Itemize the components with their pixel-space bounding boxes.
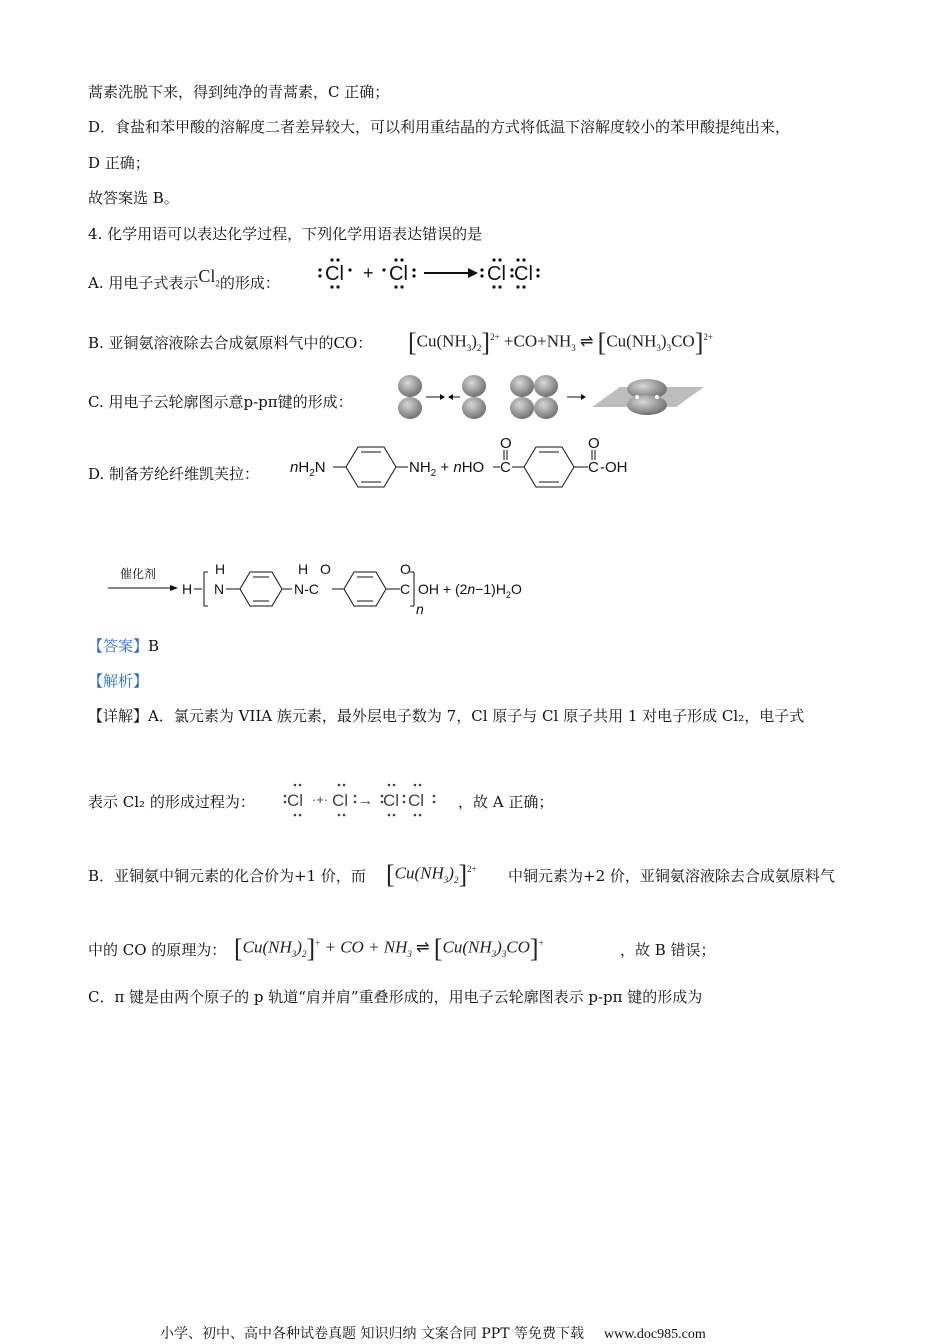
text-line-3: D 正确； [88, 154, 150, 172]
svg-text:Cl: Cl [325, 263, 344, 285]
detail-a [88, 706, 804, 726]
electron-cloud-diagram-c [392, 373, 707, 423]
svg-text:C: C [400, 581, 411, 597]
answer-tag: 【答案】 [88, 637, 149, 655]
text-line-1: 蒿素洗脱下来，得到纯净的青蒿素，C 正确； [88, 83, 390, 101]
detail-b-post: 中铜元素为+2 价，亚铜氨溶液除去合成氨原料气 [508, 867, 835, 885]
svg-text:O: O [500, 436, 512, 452]
svg-text:C: C [588, 459, 599, 476]
detail-a2-pre: 表示 Cl₂ 的形成过程为： [88, 793, 255, 811]
detail-a-text: A．氯元素为 VIIA 族元素，最外层电子数为 7，Cl 原子与 Cl 原子共用 1 对电子形成 Cl₂，电子式 [148, 707, 805, 725]
svg-text:·+·: ·+· [312, 792, 329, 807]
svg-text:Cl: Cl [389, 263, 408, 285]
option-c-pre: C. 用电子云轮廓图示意 [88, 393, 244, 411]
text-line-2: D．食盐和苯甲酸的溶解度二者差异较大，可以利用重结晶的方式将低温下溶解度较小的苯甲酸提纯出来， [88, 118, 791, 136]
option-c [88, 392, 353, 412]
question-4: 4. 化学用语可以表达化学过程，下列化学用语表达错误的是 [88, 225, 483, 243]
detail-b2-post: ，故 B 错误； [620, 941, 716, 959]
electron-dot-diagram-detail [282, 782, 442, 820]
option-d: D. 制备芳纶纤维凯芙拉： [88, 465, 260, 483]
svg-text:→: → [358, 792, 373, 809]
answer-line [88, 636, 159, 656]
svg-text:Cl: Cl [408, 791, 425, 810]
catalyst-label: 催化剂 [120, 567, 157, 581]
svg-text:O: O [588, 436, 600, 452]
option-a-pre: A. 用电子式表示 [88, 274, 199, 292]
cl2-formula: $Cl_2$ [198, 266, 220, 289]
svg-text:OH + (2n−1)H2O: OH + $(2n-1)H_2O$ [418, 581, 522, 600]
svg-text:Cl: Cl [514, 263, 533, 285]
kevlar-reactants-diagram [288, 436, 648, 496]
svg-text:Cl: Cl [487, 263, 506, 285]
answer-value: B [148, 637, 160, 655]
footer-text: 小学、初中、高中各种试卷真题 知识归纳 文案合同 PPT 等免费下载 [160, 1326, 584, 1342]
svg-text:nH2N: $nH_2N$ [290, 459, 326, 479]
option-a [88, 266, 280, 300]
svg-text:N: N [214, 581, 225, 597]
detail-tag: 【详解】 [88, 707, 149, 725]
svg-text:Cl: Cl [332, 791, 349, 810]
svg-text:Cl: Cl [383, 791, 400, 810]
svg-text:N-C: N-C [294, 581, 319, 597]
svg-text:NH2 + nHO: $NH_2$ + nHO [409, 459, 485, 479]
footer-url[interactable]: www.doc985.com [603, 1327, 706, 1342]
equation-b: $[Cu(NH_3)_2]^{2+} +CO+NH_3$ ⇌ $[Cu(NH_3)_3CO]^{2+}$ [408, 327, 713, 357]
svg-text:C: C [500, 459, 511, 476]
svg-text:H: H [298, 561, 309, 577]
detail-b [88, 866, 366, 886]
ppi-label: p-pπ [243, 393, 278, 411]
svg-text:H: H [215, 561, 226, 577]
detail-b2 [88, 940, 226, 960]
equation-b-detail: $[Cu(NH_3)_2]^+$ + CO + $NH_3$ ⇌ $[Cu(NH_3)_3CO]^+$ [234, 933, 544, 963]
detail-c: C．π 键是由两个原子的 p 轨道“肩并肩”重叠形成的，用电子云轮廓图表示 p-pπ 键的形成为 [88, 988, 703, 1006]
svg-text:n: n [416, 601, 424, 617]
electron-dot-diagram-a [318, 256, 548, 294]
option-b-pre: B. 亚铜氨溶液除去合成氨原料气中的 [88, 334, 334, 352]
svg-text:O: O [400, 561, 411, 577]
svg-text:-OH: -OH [600, 459, 628, 476]
analysis-tag: 【解析】 [88, 672, 149, 690]
text-line-4: 故答案选 B。 [88, 189, 179, 207]
cu-ion-formula: $[Cu(NH_3)_2]^{2+}$ [386, 859, 477, 889]
detail-b-pre: B．亚铜氨中铜元素的化合价为+1 价，而 [88, 867, 366, 885]
detail-a2 [88, 792, 255, 812]
kevlar-product-diagram [104, 558, 554, 618]
co-formula: CO [333, 333, 358, 352]
detail-b2-pre: 中的 CO 的原理为： [88, 941, 227, 959]
option-c-post: 键的形成： [277, 393, 353, 411]
option-a-post: 的形成： [219, 274, 280, 292]
svg-text:H: H [182, 581, 193, 597]
footer [160, 1323, 706, 1343]
detail-a2-post: ，故 A 正确； [458, 793, 554, 811]
option-b: B. 亚铜氨溶液除去合成氨原料气中的CO： [88, 333, 373, 352]
svg-text:O: O [320, 561, 331, 577]
svg-text:Cl: Cl [287, 791, 304, 810]
svg-text:+: + [363, 263, 374, 283]
